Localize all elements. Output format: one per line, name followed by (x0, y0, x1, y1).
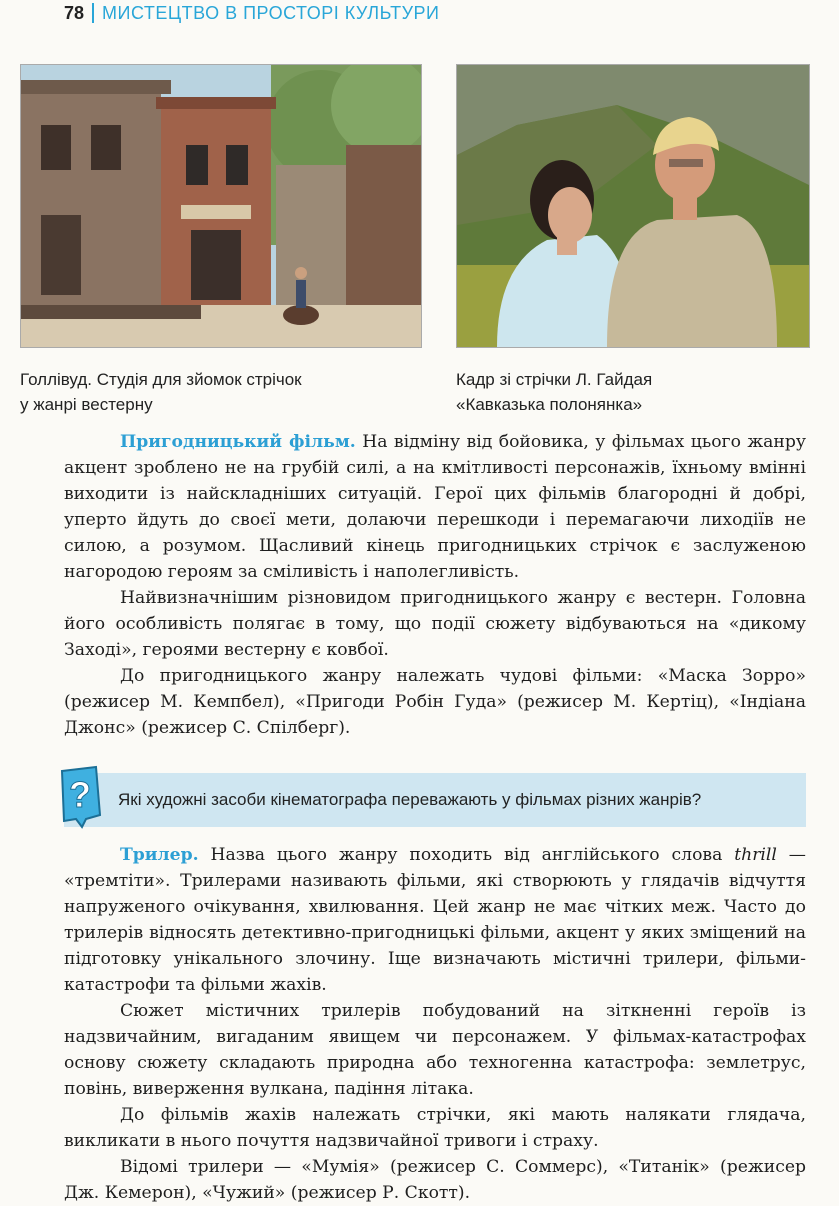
paragraph (64, 429, 806, 585)
question-mark-icon (56, 765, 104, 829)
paragraph: Відомі трилери — «Мумія» (режисер С. Соммерс), «Титанік» (режисер Дж. Кемерон), «Чужий» (режисер Р. Скотт). (64, 1157, 806, 1203)
caption-line: Голлівуд. Студія для зйомок стрічок (20, 370, 302, 389)
adventure-film-section (64, 429, 806, 741)
header-divider (92, 3, 94, 23)
question-text: Які художні засоби кінематографа переважають у фільмах різних жанрів? (118, 790, 702, 809)
figure-caption-right (456, 367, 816, 417)
western-studio-photo (20, 64, 422, 348)
section-title: МИСТЕЦТВО В ПРОСТОРІ КУЛЬТУРИ (102, 2, 440, 23)
paragraph-text: — «тремтіти». Трилерами називають фільми, які створюють у глядачів відчуття напруженого очікування, хвилювання. Цей жанр не має чітких меж. Часто до трилерів відносять детективно-пригодницькі фільми, акцент у яких зміщений на підготовку унікального злочину. Іще визначають містичні трилери, фільми-катастрофи та фільми жахів. (64, 845, 806, 995)
question-box (64, 773, 806, 827)
film-still-photo (456, 64, 810, 348)
term-heading: Трилер. (120, 845, 199, 865)
figure-caption-left (20, 367, 400, 417)
page-header (64, 0, 439, 26)
term-heading: Пригодницький фільм. (120, 432, 356, 452)
paragraph: Найвизначнішим різновидом пригодницького жанру є вестерн. Головна його особливість полягає в тому, що події сюжету відбуваються на «дикому Заході», героями вестерну є ковбої. (64, 588, 806, 660)
caption-line: у жанрі вестерну (20, 395, 153, 414)
paragraph: До пригодницького жанру належать чудові фільми: «Маска Зорро» (режисер М. Кемпбел), «Пригоди Робін Гуда» (режисер М. Кертіц), «Індіана Джонс» (режисер С. Спілберг). (64, 666, 806, 738)
caption-line: «Кавказька полонянка» (456, 395, 643, 414)
paragraph (64, 842, 806, 998)
paragraph-text: Назва цього жанру походить від англійського слова (210, 845, 723, 865)
paragraph: Сюжет містичних трилерів побудований на зіткненні героїв із надзвичайним, вигаданим явищем чи персонажем. У фільмах-катастрофах основу сюжету складають природна або техногенна катастрофа: землетрус, повінь, виверження вулкана, падіння літака. (64, 1001, 806, 1099)
svg-text:?: ? (69, 774, 91, 815)
caption-line: Кадр зі стрічки Л. Гайдая (456, 370, 653, 389)
paragraph-text: На відміну від бойовика, у фільмах цього жанру акцент зроблено не на грубій силі, а на кмітливості персонажів, їхньому вмінні виходити із найскладніших ситуацій. Герої цих фільмів благородні й добрі, уперто йдуть до своєї мети, долаючи перешкоди і перемагаючи лиходіїв не силою, а розумом. Щасливий кінець пригодницьких стрічок є заслуженою нагородою героям за сміливість і наполегливість. (64, 432, 806, 582)
thriller-section (64, 842, 806, 1206)
page-number: 78 (64, 2, 85, 23)
paragraph: До фільмів жахів належать стрічки, які мають налякати глядача, викликати в нього почуття надзвичайної тривоги і страху. (64, 1105, 806, 1151)
foreign-word: thrill (734, 845, 777, 865)
